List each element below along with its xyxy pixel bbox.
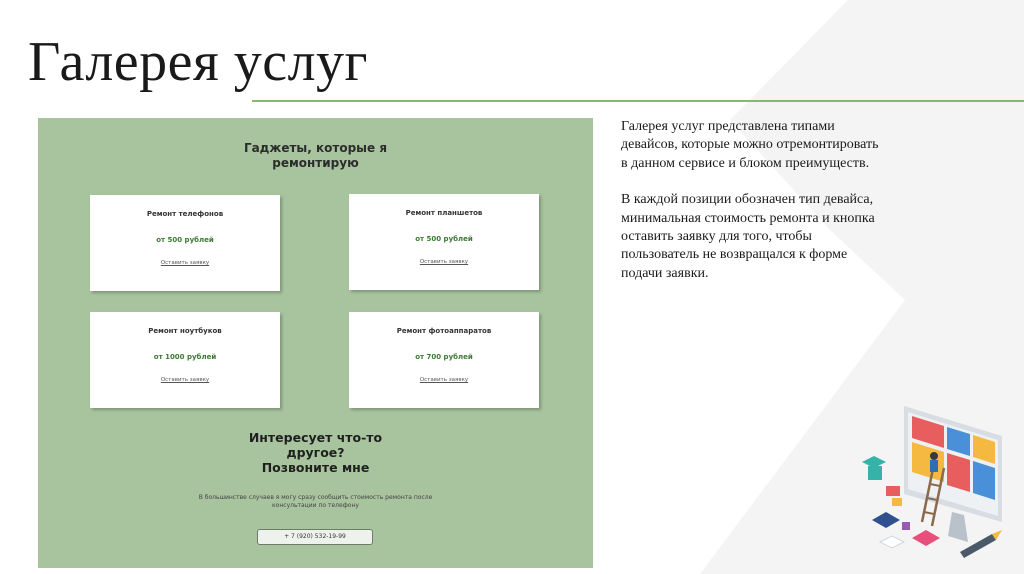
page-title: Галерея услуг: [28, 31, 369, 93]
service-card-cameras: [349, 312, 539, 408]
leave-request-link[interactable]: Оставить заявку: [419, 259, 469, 265]
web-design-illustration-icon: [852, 402, 1022, 572]
website-screenshot: [38, 118, 593, 568]
card-price: от 500 рублей: [415, 235, 473, 243]
card-title: Ремонт телефонов: [146, 210, 224, 218]
card-price: от 500 рублей: [156, 236, 214, 244]
leave-request-link[interactable]: Оставить заявку: [160, 377, 210, 383]
title-divider: [252, 100, 1024, 102]
leave-request-link[interactable]: Оставить заявку: [419, 377, 469, 383]
service-card-tablets: [349, 194, 539, 290]
card-title: Ремонт планшетов: [405, 209, 483, 217]
description-paragraph: В каждой позиции обозначен тип девайса, минимальная стоимость ремонта и кнопка оставить заявку для того, чтобы пользователь не возвращался к форме подачи заявки.: [621, 192, 875, 281]
card-price: от 1000 рублей: [153, 353, 217, 361]
service-card-laptops: [90, 312, 280, 408]
service-card-phones: [90, 195, 280, 291]
card-price: от 700 рублей: [415, 353, 473, 361]
gadgets-heading: Гаджеты, которые я ремонтирую: [243, 141, 388, 170]
leave-request-link[interactable]: Оставить заявку: [160, 260, 210, 266]
card-title: Ремонт ноутбуков: [148, 327, 222, 335]
phone-button[interactable]: + 7 (920) 532-19-99: [257, 529, 373, 545]
consultation-note: В большинстве случаев я могу сразу сообщить стоимость ремонта после консультации по телефону: [198, 494, 433, 509]
other-heading: Интересует что-то другое? Позвоните мне: [248, 430, 383, 475]
description-paragraph: Галерея услуг представлена типами девайсов, которые можно отремонтировать в данном сервисе и блоком преимуществ.: [621, 119, 879, 171]
card-title: Ремонт фотоаппаратов: [396, 327, 492, 335]
description-text: [621, 118, 883, 283]
